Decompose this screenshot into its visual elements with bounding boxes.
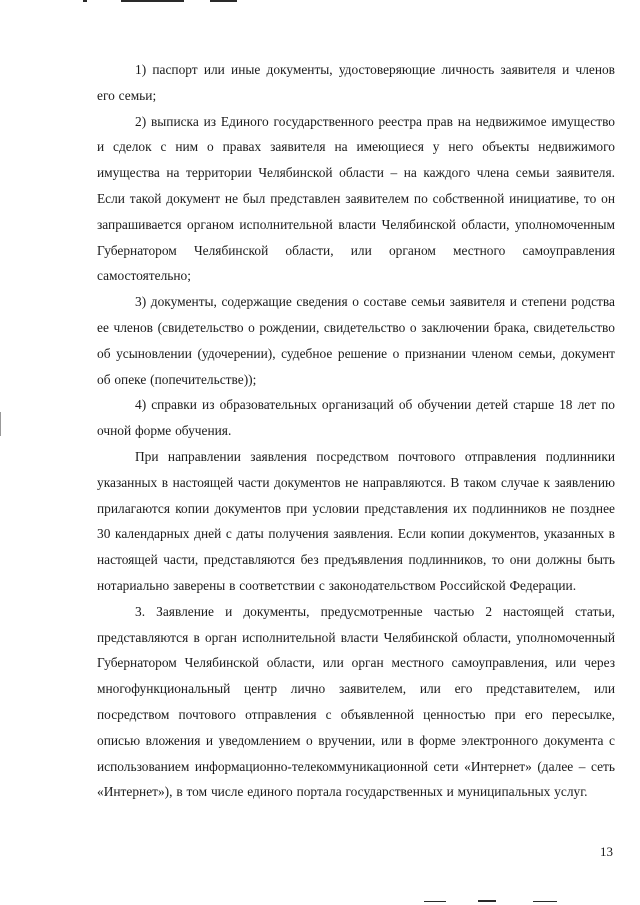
paragraph-1: 1) паспорт или иные документы, удостоверяющие личность заявителя и членов его семьи; [97, 62, 615, 103]
paragraph-2: 2) выписка из Единого государственного реестра прав на недвижимое имущество и сделок с ним о правах заявителя на имеющиеся у него объекты недвижимого имущества на территории Челябинской области – на каждого члена семьи заявителя. Если такой документ не был представлен заявителем по собственной инициативе, то он запрашивается органом исполнительной власти Челябинской области, уполномоченным Губернатором Челябинской области, или органом местного самоуправления самостоятельно; [97, 113, 615, 284]
scan-artifact-bottom-3 [533, 901, 557, 902]
scan-artifact-top-1 [83, 0, 87, 2]
paragraph-6: 3. Заявление и документы, предусмотренные частью 2 настоящей статьи, представляются в орган исполнительной власти Челябинской области, уполномоченный Губернатором Челябинской области, или орган местного самоуправления, или через многофункциональный центр лично заявителем, или его представителем, или посредством почтового отправления с объявленной ценностью при его пересылке, описью вложения и уведомлением о вручении, или в форме электронного документа с использованием информационно-телекоммуникационной сети «Интернет» (далее – сеть «Интернет»), в том числе единого портала государственных и муниципальных услуг. [97, 603, 615, 800]
scan-artifact-bottom-1 [424, 901, 446, 902]
paragraph-5: При направлении заявления посредством почтового отправления подлинники указанных в настоящей части документов не направляются. В таком случае к заявлению прилагаются копии документов при условии представления их подлинников не позднее 30 календарных дней с даты получения заявления. Если копии документов, указанных в настоящей части, представляются без предъявления подлинников, то они должны быть нотариально заверены в соответствии с законодательством Российской Федерации. [97, 448, 615, 593]
paragraph-3: 3) документы, содержащие сведения о составе семьи заявителя и степени родства ее членов (свидетельство о рождении, свидетельство о заключении брака, свидетельство об усыновлении (удочерении), судебное решение о признании членом семьи, документ об опеке (попечительстве)); [97, 294, 615, 387]
scan-artifact-top-3 [210, 0, 237, 2]
page-number: 13 [600, 844, 613, 859]
paragraph-4: 4) справки из образовательных организаций об обучении детей старше 18 лет по очной форме обучения. [97, 397, 615, 439]
scan-artifact-left [0, 412, 1, 436]
document-body [97, 57, 615, 805]
scan-artifact-bottom-2 [478, 900, 496, 902]
scan-artifact-top-2 [121, 0, 184, 2]
